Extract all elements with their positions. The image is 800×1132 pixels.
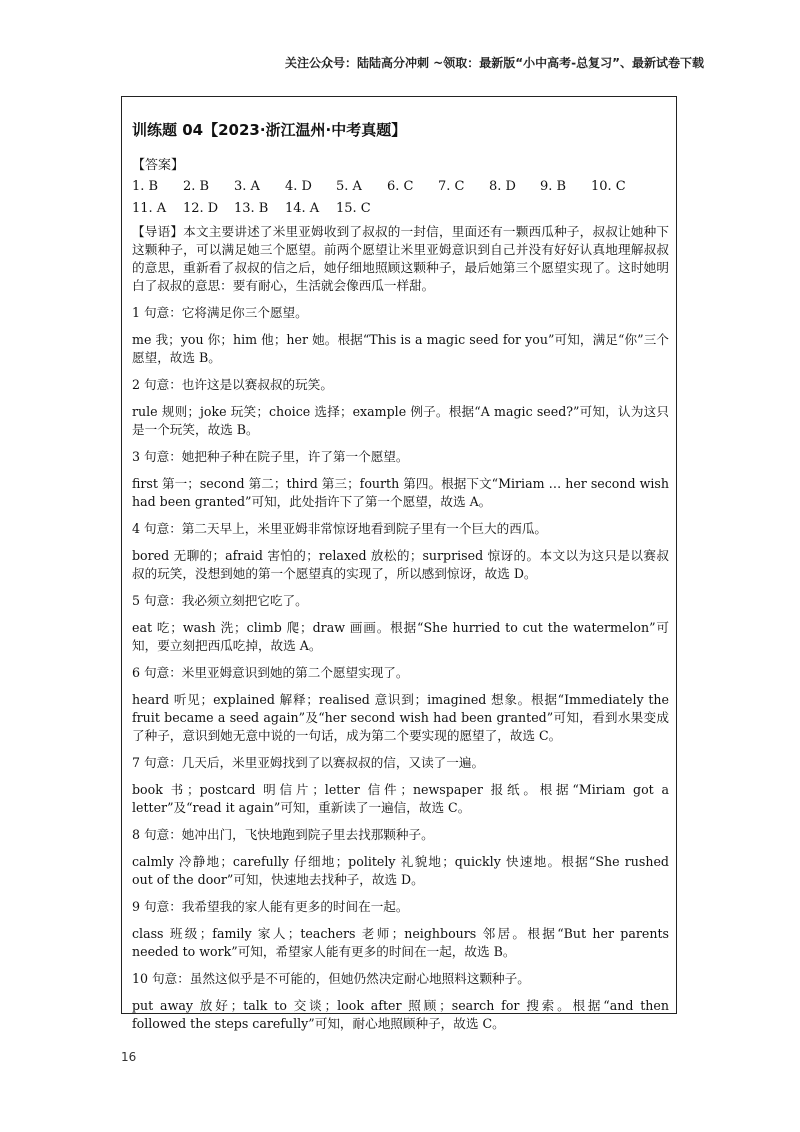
item-meaning: 6 句意：米里亚姆意识到她的第二个愿望实现了。 xyxy=(132,665,409,680)
answer-item: 3. A xyxy=(234,179,260,194)
item-meaning: 5 句意：我必须立刻把它吃了。 xyxy=(132,593,308,608)
answer-row-2 xyxy=(132,201,669,216)
section-title: 训练题 04【2023·浙江温州·中考真题】 xyxy=(132,121,407,139)
answer-section xyxy=(121,96,677,1031)
item-meaning: 1 句意：它将满足你三个愿望。 xyxy=(132,305,308,320)
guide-paragraph: 【导语】本文主要讲述了米里亚姆收到了叔叔的一封信，里面还有一颗西瓜种子，叔叔让她种下这颗种子，可以满足她三个愿望。前两个愿望让米里亚姆意识到自己并没有好好认真地理解叔叔的意思，重新看了叔叔的信之后，她仔细地照顾这颗种子，最后她第三个愿望实现了。这时她明白了叔叔的意思：要有耐心，生活就会像西瓜一样甜。 xyxy=(132,224,669,293)
answer-item: 4. D xyxy=(285,179,312,194)
answer-item: 9. B xyxy=(540,179,567,194)
item-explanation: first 第一；second 第二；third 第三；fourth 第四。根据下文“Miriam … her second wish had been granted”可知，此处指许下了第一个愿望，故选 A。 xyxy=(132,476,669,509)
item-meaning: 4 句意：第二天早上，米里亚姆非常惊讶地看到院子里有一个巨大的西瓜。 xyxy=(132,521,548,536)
item-explanation: heard 听见；explained 解释；realised 意识到；imagined 想象。根据“Immediately the fruit became a seed again”及“her second wish had been granted”可知，看到水果变成了种子，意识到她无意中说的一句话，成为第二个要实现的愿望了，故选 C。 xyxy=(132,692,669,743)
item-meaning: 3 句意：她把种子种在院子里，许了第一个愿望。 xyxy=(132,449,409,464)
answer-item: 7. C xyxy=(438,179,465,194)
answer-item: 8. D xyxy=(489,179,516,194)
answer-row-1 xyxy=(132,179,669,194)
answer-item: 10. C xyxy=(591,179,626,194)
item-meaning: 9 句意：我希望我的家人能有更多的时间在一起。 xyxy=(132,899,409,914)
page-header: 关注公众号：陆陆高分冲刺 ~领取：最新版“小中高考-总复习”、最新试卷下载 xyxy=(285,56,704,70)
item-explanation: me 我；you 你；him 他；her 她。根据“This is a magic seed for you”可知，满足“你”三个愿望，故选 B。 xyxy=(132,332,669,365)
item-explanation: rule 规则；joke 玩笑；choice 选择；example 例子。根据“A magic seed?”可知，认为这只是一个玩笑，故选 B。 xyxy=(132,404,669,437)
item-explanation: book 书；postcard 明信片；letter 信件；newspaper 报纸。根据“Miriam got a letter”及“read it again”可知，重新读了一遍信，故选 C。 xyxy=(132,782,669,815)
item-explanation: put away 放好；talk to 交谈；look after 照顾；search for 搜索。根据“and then followed the steps carefully”可知，耐心地照顾种子，故选 C。 xyxy=(132,998,669,1031)
answer-item: 14. A xyxy=(285,201,320,216)
answer-item: 6. C xyxy=(387,179,414,194)
page-number: 16 xyxy=(121,1050,137,1064)
answer-item: 12. D xyxy=(183,201,219,216)
item-explanation: calmly 冷静地；carefully 仔细地；politely 礼貌地；quickly 快速地。根据“She rushed out of the door”可知，快速地去找种子，故选 D。 xyxy=(132,854,669,887)
answer-item: 1. B xyxy=(132,179,159,194)
answer-label: 【答案】 xyxy=(132,158,185,173)
answer-item: 11. A xyxy=(132,201,167,216)
item-explanation: bored 无聊的；afraid 害怕的；relaxed 放松的；surprised 惊讶的。本文以为这只是以赛叔叔的玩笑，没想到她的第一个愿望真的实现了，所以感到惊讶，故选 D。 xyxy=(132,548,669,581)
answer-item: 5. A xyxy=(336,179,362,194)
answer-item: 2. B xyxy=(183,179,210,194)
item-explanation: eat 吃；wash 洗；climb 爬；draw 画画。根据“She hurried to cut the watermelon”可知，要立刻把西瓜吃掉，故选 A。 xyxy=(132,620,669,653)
item-meaning: 10 句意：虽然这似乎是不可能的，但她仍然决定耐心地照料这颗种子。 xyxy=(132,971,530,986)
item-meaning: 7 句意：几天后，米里亚姆找到了以赛叔叔的信，又读了一遍。 xyxy=(132,755,485,770)
answer-item: 13. B xyxy=(234,201,269,216)
item-explanation: class 班级；family 家人；teachers 老师；neighbours 邻居。根据“But her parents needed to work”可知，希望家人能有更多的时间在一起，故选 B。 xyxy=(132,926,669,959)
answer-item: 15. C xyxy=(336,201,371,216)
item-meaning: 8 句意：她冲出门，飞快地跑到院子里去找那颗种子。 xyxy=(132,827,434,842)
item-meaning: 2 句意：也许这是以赛叔叔的玩笑。 xyxy=(132,377,333,392)
